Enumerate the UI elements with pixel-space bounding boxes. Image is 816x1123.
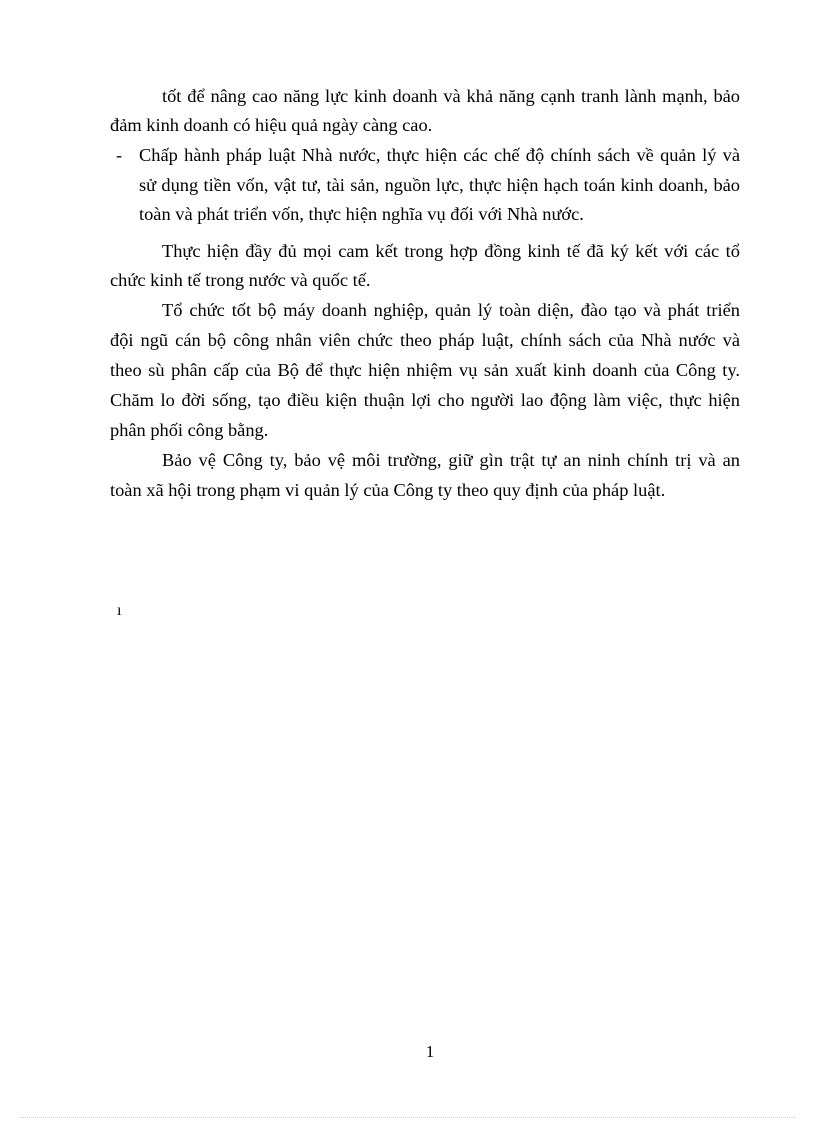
page-number: 1	[425, 1042, 435, 1061]
paragraph-line: đảm kinh doanh có hiệu quả ngày càng cao.	[110, 115, 433, 135]
bullet-line: toàn và phát triển vốn, thực hiện nghĩa vụ đối với Nhà nước.	[139, 204, 584, 224]
paragraph-line: Chăm lo đời sống, tạo điều kiện thuận lợi cho người lao động làm việc, thực hiện	[110, 390, 740, 410]
paragraph-line: Tổ chức tốt bộ máy doanh nghiệp, quản lý toàn diện, đào tạo và phát triển	[162, 300, 740, 320]
paragraph-line: đội ngũ cán bộ công nhân viên chức theo pháp luật, chính sách của Nhà nước và	[110, 330, 740, 350]
bullet-line: Chấp hành pháp luật Nhà nước, thực hiện các chế độ chính sách về quản lý và	[139, 145, 740, 165]
paragraph-line: Bảo vệ Công ty, bảo vệ môi trường, giữ gìn trật tự an ninh chính trị và an	[162, 450, 740, 470]
page-bottom-rule	[20, 1117, 796, 1118]
bullet-dash: -	[116, 145, 123, 165]
paragraph-line: chức kinh tế trong nước và quốc tế.	[110, 270, 371, 290]
paragraph-line: theo sù phân cấp của Bộ để thực hiện nhiệm vụ sản xuất kinh doanh của Công ty.	[110, 360, 740, 380]
bullet-line: sử dụng tiền vốn, vật tư, tài sản, nguồn lực, thực hiện hạch toán kinh doanh, bảo	[139, 175, 740, 195]
paragraph-line: phân phối công bằng.	[110, 420, 269, 440]
paragraph-line: Thực hiện đầy đủ mọi cam kết trong hợp đồng kinh tế đã ký kết với các tổ	[162, 241, 740, 261]
paragraph-line: toàn xã hội trong phạm vi quản lý của Công ty theo quy định của pháp luật.	[110, 480, 666, 500]
paragraph-line: tốt để nâng cao năng lực kinh doanh và khả năng cạnh tranh lành mạnh, bảo	[162, 86, 740, 106]
stray-mark: ı	[117, 602, 122, 619]
